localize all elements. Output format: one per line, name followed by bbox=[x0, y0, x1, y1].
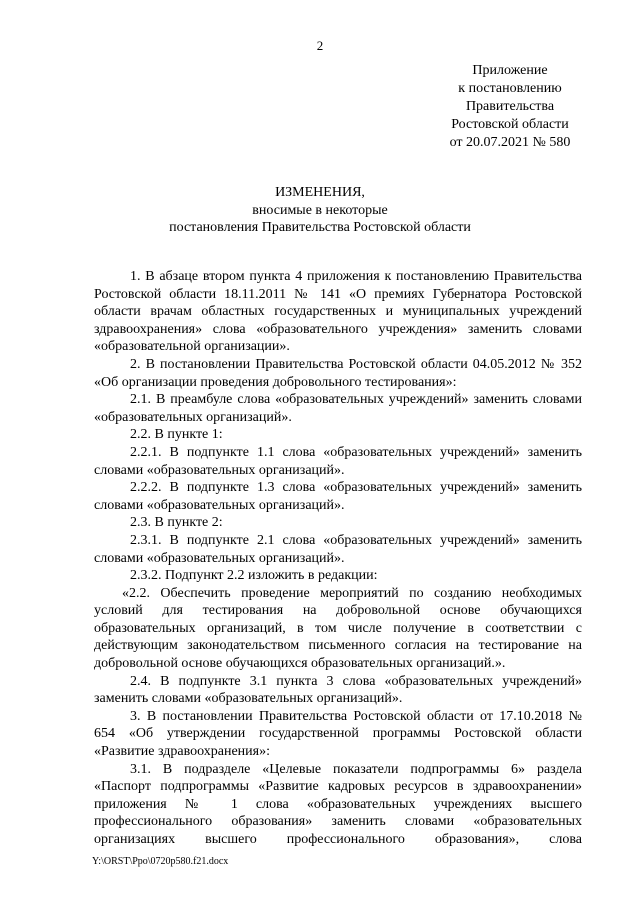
appendix-line: от 20.07.2021 № 580 bbox=[449, 135, 571, 150]
paragraph-2: 2. В постановлении Правительства Ростовской области 04.05.2012 № 352 «Об организации проведения добровольного тестирования»: bbox=[94, 356, 582, 390]
paragraph-1: 1. В абзаце втором пункта 4 приложения к постановлению Правительства Ростовской области 18.11.2011 № 141 «О премиях Губернатора Ростовской области врачам областных государственных и муниципальных учреждений здравоохранения» слова «образовательного учреждения» заменить словами «образовательной организации». bbox=[94, 269, 582, 355]
paragraph-2-2-2: 2.2.2. В подпункте 1.3 слова «образовательных учреждений» заменить словами «образовательных организаций». bbox=[94, 480, 582, 513]
appendix-line: к постановлению bbox=[458, 81, 562, 96]
title-heading: ИЗМЕНЕНИЯ, bbox=[275, 185, 365, 200]
paragraph-2-3: 2.3. В пункте 2: bbox=[130, 515, 223, 531]
file-path-footer: Y:\ORST\Ppo\0720p580.f21.docx bbox=[92, 856, 229, 867]
page-number: 2 bbox=[316, 38, 324, 53]
paragraph-2-3-1: 2.3.1. В подпункте 2.1 слова «образовательных учреждений» заменить словами «образовательных организаций». bbox=[94, 532, 582, 566]
appendix-line: Приложение bbox=[472, 63, 548, 78]
appendix-block bbox=[440, 62, 580, 152]
paragraph-2-4: 2.4. В подпункте 3.1 пункта 3 слова «образовательных учреждений» заменить словами «образовательных организаций». bbox=[94, 673, 582, 707]
paragraph-2-2: 2.2. В пункте 1: bbox=[130, 427, 223, 443]
paragraph-2-2-1: 2.2.1. В подпункте 1.1 слова «образовательных учреждений» заменить словами «образовательных организаций». bbox=[94, 444, 582, 478]
quoted-paragraph: «2.2. Обеспечить проведение мероприятий по созданию необходимых условий для тестирования на добровольной основе обучающихся образовательных организаций, в том числе получение в соответствии с действующим законодательством письменного согласия на тестирование на добровольной основе обучающихся образовательных организаций.». bbox=[94, 585, 582, 672]
title-line: постановления Правительства Ростовской области bbox=[169, 220, 471, 235]
document-title bbox=[0, 184, 640, 237]
title-line: вносимые в некоторые bbox=[252, 202, 388, 218]
paragraph-3-1: 3.1. В подразделе «Целевые показатели подпрограммы 6» раздела «Паспорт подпрограммы «Развитие кадровых ресурсов в здравоохранении» приложения № 1 слова «образовательных учреждениях высшего профессионального образования» заменить словами «образовательных организациях высшего профессионального образования», слова bbox=[94, 761, 582, 847]
paragraph-2-1: 2.1. В преамбуле слова «образовательных учреждений» заменить словами «образовательных организаций». bbox=[94, 392, 582, 425]
document-body bbox=[94, 268, 582, 849]
appendix-line: Ростовской области bbox=[451, 117, 569, 132]
appendix-line: Правительства bbox=[465, 99, 555, 114]
paragraph-2-3-2: 2.3.2. Подпункт 2.2 изложить в редакции: bbox=[130, 568, 378, 584]
paragraph-3: 3. В постановлении Правительства Ростовской области от 17.10.2018 № 654 «Об утверждении государственной программы Ростовской области «Развитие здравоохранения»: bbox=[94, 708, 582, 760]
